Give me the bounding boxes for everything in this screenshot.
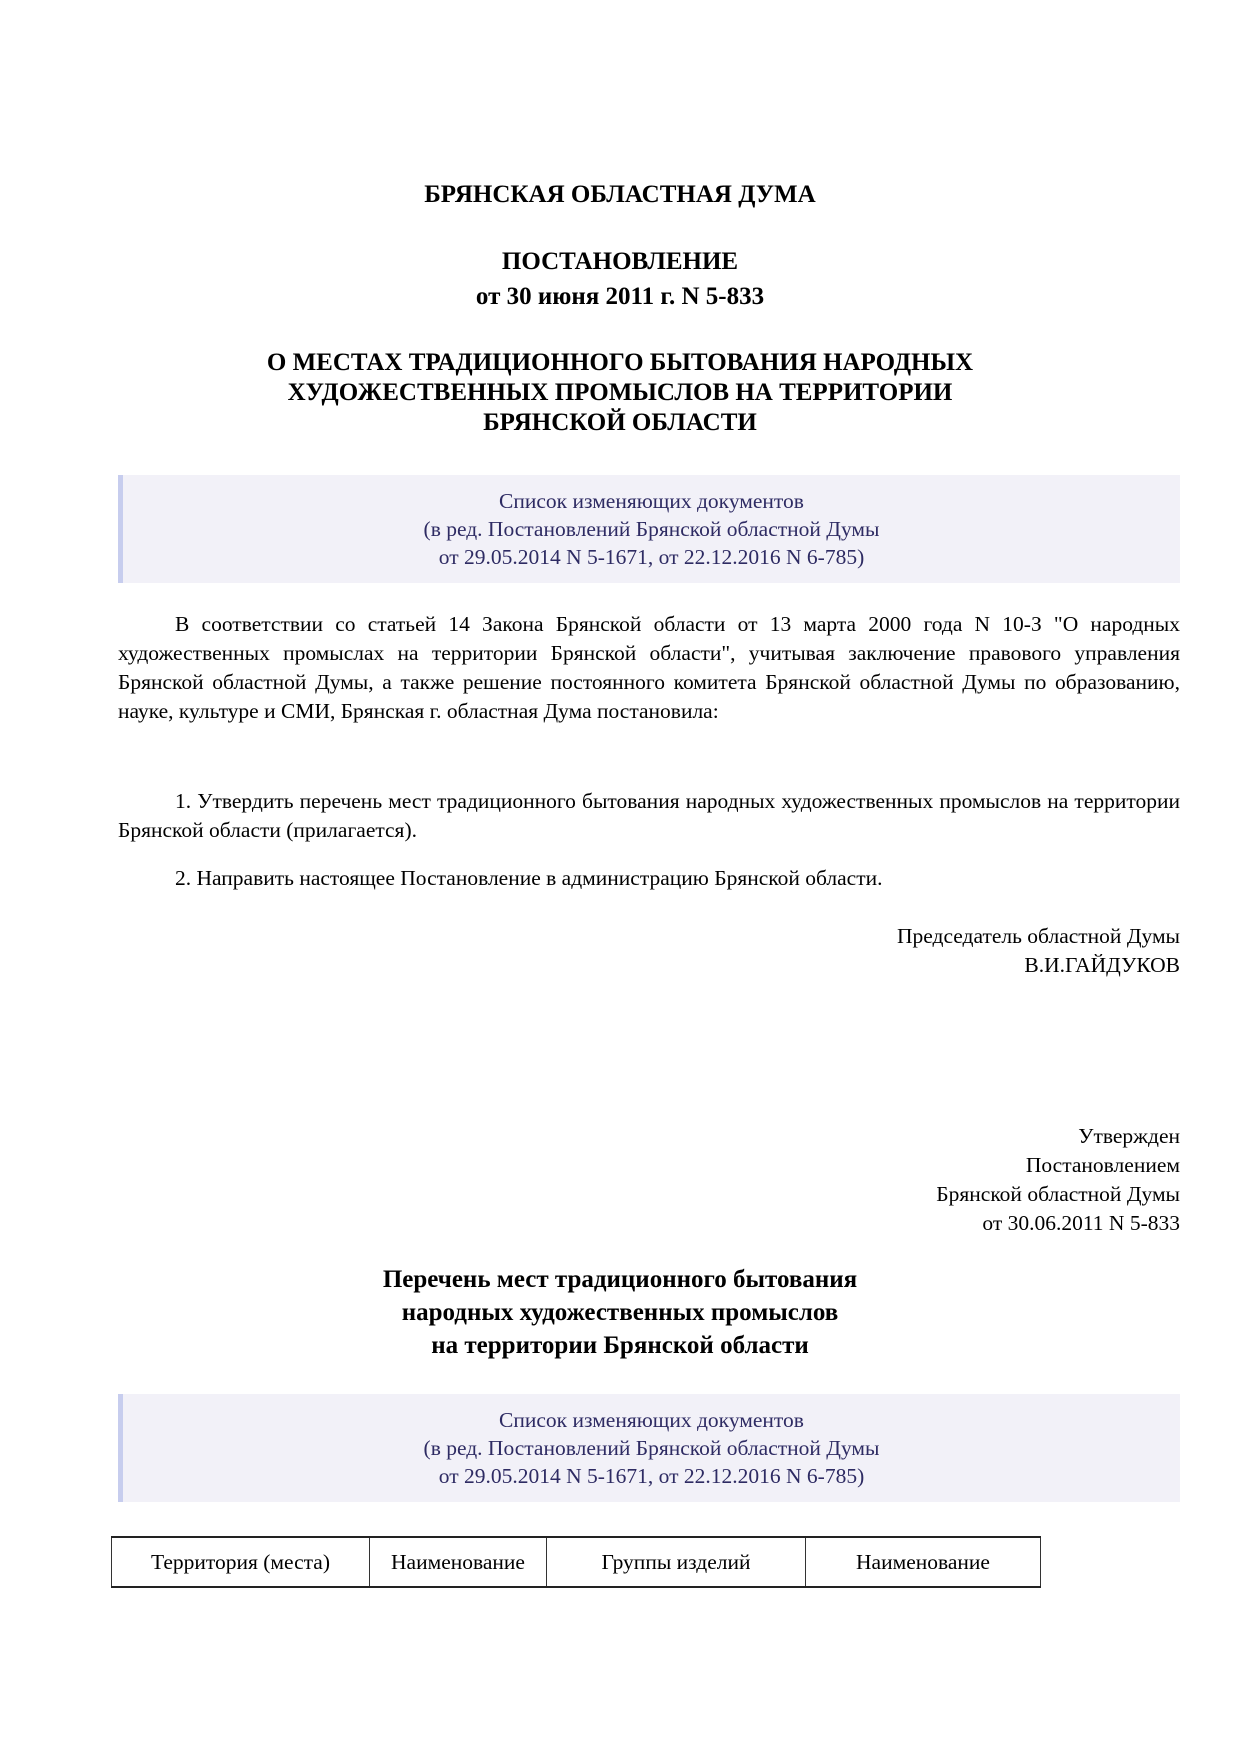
changes-title: Список изменяющих документов [499, 489, 804, 513]
doc-type-heading: ПОСТАНОВЛЕНИЕ [501, 248, 739, 275]
approval-line: Утвержден [1078, 1124, 1180, 1148]
approval-line: Постановлением [1025, 1153, 1180, 1177]
column-header-product-groups: Группы изделий [547, 1537, 806, 1587]
item-2-text: 2. Направить настоящее Постановление в администрацию Брянской области. [175, 866, 883, 890]
doc-title-line: ХУДОЖЕСТВЕННЫХ ПРОМЫСЛОВ НА ТЕРРИТОРИИ [287, 379, 953, 406]
column-header-name: Наименование [370, 1537, 547, 1587]
signatory-position: Председатель областной Думы [897, 924, 1180, 948]
preamble-text: В соответствии со статьей 14 Закона Брянской области от 13 марта 2000 года N 10-З "О народных художественных промыслах на территории Брянской области", учитывая заключение правового управления Брянской областной Думы, а также решение постоянного комитета Брянской областной Думы по образованию, науке, культуре и СМИ, Брянская г. областная Дума постановила: [118, 612, 1180, 723]
column-header-name-2: Наименование [806, 1537, 1041, 1587]
appendix-title-line: Перечень мест традиционного бытования [382, 1266, 858, 1293]
preamble-paragraph [118, 610, 1180, 726]
organization-heading: БРЯНСКАЯ ОБЛАСТНАЯ ДУМА [424, 181, 816, 208]
doc-title-line: О МЕСТАХ ТРАДИЦИОННОГО БЫТОВАНИЯ НАРОДНЫХ [266, 349, 974, 376]
doc-date-number: от 30 июня 2011 г. N 5-833 [475, 283, 765, 310]
appendix-title [0, 1263, 1240, 1362]
approval-line: Брянской областной Думы [936, 1182, 1180, 1206]
approval-block [936, 1122, 1180, 1238]
changes-line: от 29.05.2014 N 5-1671, от 22.12.2016 N 6-785) [438, 1464, 865, 1488]
changes-title: Список изменяющих документов [499, 1408, 804, 1432]
changes-list-box [118, 475, 1180, 583]
changes-list-box-appendix [118, 1394, 1180, 1502]
appendix-title-line: на территории Брянской области [431, 1332, 809, 1359]
appendix-title-line: народных художественных промыслов [401, 1299, 839, 1326]
doc-title [0, 348, 1240, 438]
changes-line: от 29.05.2014 N 5-1671, от 22.12.2016 N 6-785) [438, 545, 865, 569]
places-table [111, 1536, 1041, 1588]
changes-line: (в ред. Постановлений Брянской областной Думы [423, 1436, 880, 1460]
signatory-name: В.И.ГАЙДУКОВ [1024, 953, 1180, 977]
item-1-text: 1. Утвердить перечень мест традиционного бытования народных художественных промыслов на территории Брянской области (прилагается). [118, 789, 1180, 842]
doc-title-line: БРЯНСКОЙ ОБЛАСТИ [483, 409, 757, 436]
item-2-paragraph [118, 864, 1180, 893]
approval-line: от 30.06.2011 N 5-833 [982, 1211, 1180, 1235]
column-header-territory: Территория (места) [112, 1537, 370, 1587]
signature-block [897, 922, 1180, 980]
changes-line: (в ред. Постановлений Брянской областной Думы [423, 517, 880, 541]
item-1-paragraph [118, 787, 1180, 845]
table-header-row [112, 1537, 1041, 1587]
